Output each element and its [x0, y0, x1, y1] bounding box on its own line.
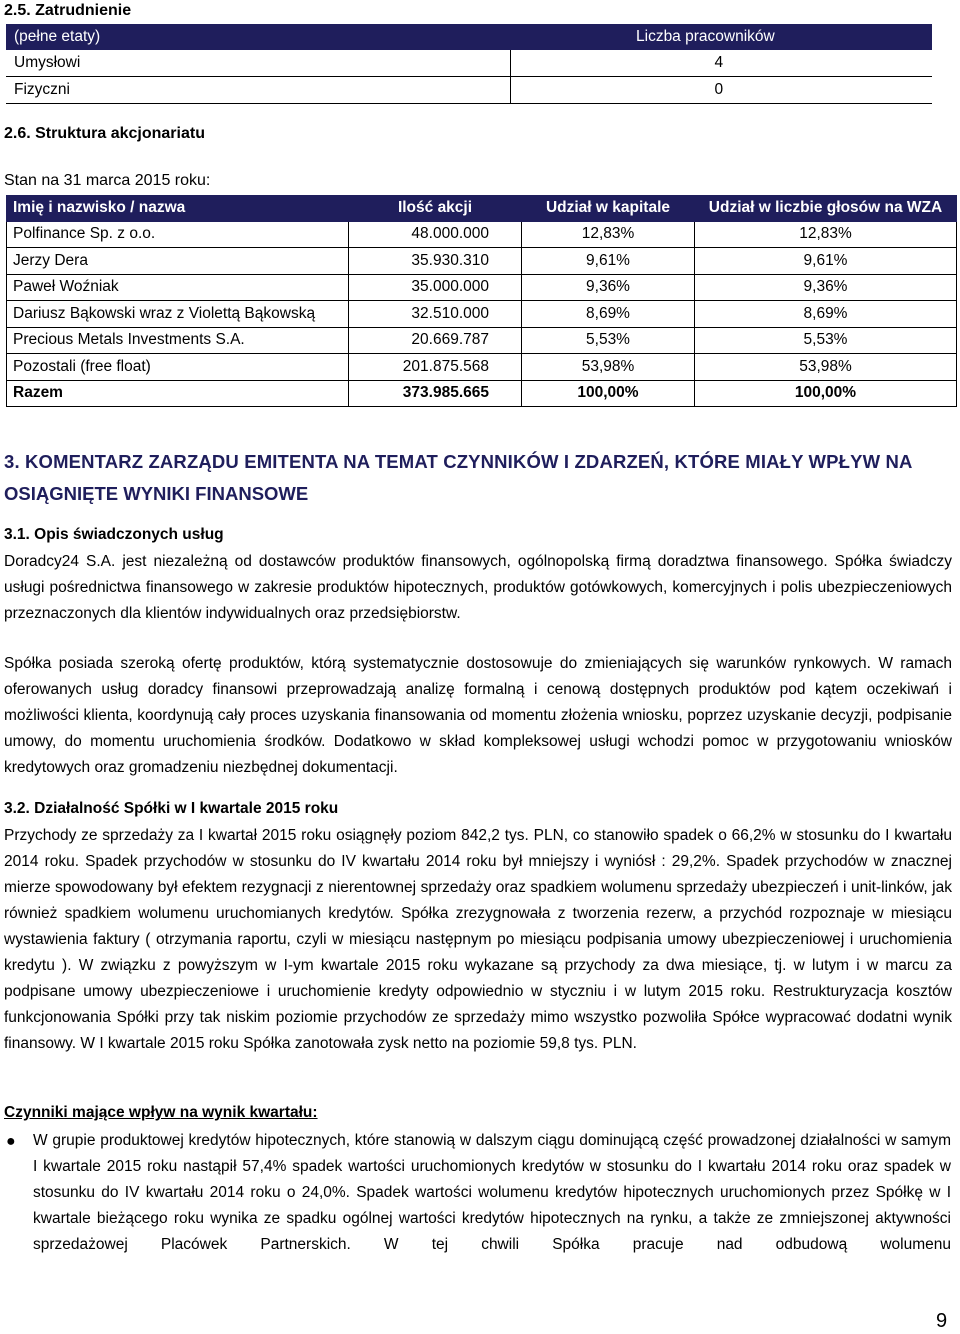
cell-capital: 8,69%: [522, 301, 695, 328]
cell-shares: 20.669.787: [349, 327, 522, 354]
section-3-title-line1: 3. KOMENTARZ ZARZĄDU EMITENTA NA TEMAT CZYNNIKÓW I ZDARZEŃ, KTÓRE MIAŁY WPŁYW NA: [4, 451, 913, 472]
section-3-title-line2: OSIĄGNIĘTE WYNIKI FINANSOWE: [4, 483, 309, 504]
cell-capital: 12,83%: [522, 221, 695, 248]
page-number: 9: [936, 1310, 948, 1332]
header-capital: Udział w kapitale: [522, 195, 695, 221]
header-shares: Ilość akcji: [349, 195, 522, 221]
table-row: [7, 301, 957, 328]
services-paragraph-2: Spółka posiada szeroką ofertę produktów, którą systematycznie dostosowuje do zmieniających się warunków rynkowych. W ramach oferowanych usług doradcy finansowi przeprowadzają analizę formalną i cenową dostępnych produktów pod kątem oczekiwań i możliwości klienta, koordynują cały proces uzyskania finansowania od momentu złożenia wniosku, poprzez uzyskanie decyzji, podpisanie umowy, do momentu uruchomienia środków. Dodatkowo w skład kompleksowej usługi wchodzi pomoc w przygotowaniu wniosków kredytowych oraz gromadzeniu niezbędnej dokumentacji.: [4, 655, 952, 776]
cell-votes: 9,36%: [695, 274, 957, 301]
cell-capital: 9,61%: [522, 248, 695, 275]
shareholders-header-row: [7, 195, 957, 221]
employment-header-col2: Liczba pracowników: [636, 28, 775, 45]
section-3-1-title: 3.1. Opis świadczonych usług: [4, 526, 224, 543]
shareholders-date: Stan na 31 marca 2015 roku:: [4, 172, 211, 189]
cell-shares: 48.000.000: [349, 221, 522, 248]
cell-votes: 8,69%: [695, 301, 957, 328]
cell-shares: 32.510.000: [349, 301, 522, 328]
q1-activity-paragraph: Przychody ze sprzedaży za I kwartał 2015 roku osiągnęły poziom 842,2 tys. PLN, co stanowiło spadek o 66,2% w stosunku do I kwartału 2014 roku. Spadek przychodów w stosunku do IV kwartału 2014 roku był mniejszy i wyniósł : 29,2%. Spadek przychodów w znacznej mierze spowodowany był efektem rezygnacji z nierentownej sprzedaży oraz spadkiem wolumenu sprzedaży ubezpieczeń i unit-linków, jak również spadkiem wolumenu uruchomianych kredytów. Spółka zrezygnowała z tworzenia rezerw, a przychód rozpoznaje w miesiącu wystawienia faktury ( otrzymania raportu, czyli w miesiącu następnym po miesiącu podpisania umowy ubezpieczeniowej i uruchomienia kredytu ). W związku z powyższym w I-ym kwartale 2015 roku wykazane są przychody za dwa miesiące, tj. w lutym i w marcu za podpisane umowy ubezpieczeniowe i uruchomienie kredyty odpowiednio w styczniu i w lutym 2015 roku. Restrukturyzacja kosztów funkcjonowania Spółki przy tak niskim poziomie przychodów ze sprzedaży mimo wszystko pozwoliła Spółce wypracować dodatni wynik finansowy. W I kwartale 2015 roku Spółka zanotowała zysk netto na poziomie 59,8 tys. PLN.: [4, 827, 952, 1052]
factors-bullet-1: W grupie produktowej kredytów hipotecznych, które stanowią w dalszym ciągu dominującą część prowadzonej działalności w samym I kwartale 2015 roku nastąpił 57,4% spadek wartości uruchomionych kredytów w stosunku do I kwartału 2014 roku oraz spadek w stosunku do IV kwartału 2014 roku o 24,0%. Spadek wartości wolumenu kredytów hipotecznych uruchomionych przez Spółkę w I kwartale bieżącego roku wynika ze spadku ogólnej wartości kredytów hipotecznych na rynku, a także ze zmniejszonej aktywności sprzedażowej Placówek Partnerskich. W tej chwili Spółka pracuje nad odbudową wolumenu: [33, 1132, 951, 1253]
section-3-2-title: 3.2. Działalność Spółki w I kwartale 2015 roku: [4, 800, 339, 817]
bullet-icon: ●: [6, 1133, 16, 1150]
cell-name: Pozostali (free float): [7, 354, 349, 381]
employment-header-col1: (pełne etaty): [14, 28, 101, 45]
cell-votes: 53,98%: [695, 354, 957, 381]
employment-value: 0: [510, 77, 932, 104]
cell-capital: 5,53%: [522, 327, 695, 354]
employment-label: Umysłowi: [6, 50, 510, 77]
cell-capital: 9,36%: [522, 274, 695, 301]
shareholders-table: [6, 195, 957, 407]
employment-header-row: [6, 24, 932, 50]
cell-name: Polfinance Sp. z o.o.: [7, 221, 349, 248]
cell-votes: 12,83%: [695, 221, 957, 248]
table-row: [6, 77, 932, 104]
section-2-6-title: 2.6. Struktura akcjonariatu: [4, 125, 205, 142]
cell-votes: 5,53%: [695, 327, 957, 354]
total-shares: 373.985.665: [349, 380, 522, 407]
section-2-5-title: 2.5. Zatrudnienie: [4, 2, 132, 19]
cell-shares: 35.930.310: [349, 248, 522, 275]
total-row: [7, 380, 957, 407]
table-row: [6, 50, 932, 77]
cell-name: Precious Metals Investments S.A.: [7, 327, 349, 354]
cell-shares: 201.875.568: [349, 354, 522, 381]
table-row: [7, 274, 957, 301]
total-capital: 100,00%: [522, 380, 695, 407]
factors-title: Czynniki mające wpływ na wynik kwartału:: [4, 1104, 318, 1121]
employment-table: [6, 24, 932, 104]
table-row: [7, 221, 957, 248]
total-label: Razem: [7, 380, 349, 407]
cell-votes: 9,61%: [695, 248, 957, 275]
header-votes: Udział w liczbie głosów na WZA: [695, 195, 957, 221]
cell-name: Jerzy Dera: [7, 248, 349, 275]
cell-name: Paweł Woźniak: [7, 274, 349, 301]
employment-value: 4: [510, 50, 932, 77]
table-row: [7, 354, 957, 381]
total-votes: 100,00%: [695, 380, 957, 407]
header-name: Imię i nazwisko / nazwa: [7, 195, 349, 221]
section-3-title: [4, 446, 956, 510]
employment-label: Fizyczni: [6, 77, 510, 104]
cell-shares: 35.000.000: [349, 274, 522, 301]
cell-name: Dariusz Bąkowski wraz z Violettą Bąkowską: [7, 301, 349, 328]
table-row: [7, 248, 957, 275]
services-paragraph-1: Doradcy24 S.A. jest niezależną od dostawców produktów finansowych, ogólnopolską firmą doradztwa finansowego. Spółka świadczy usługi pośrednictwa finansowego w zakresie produktów hipotecznych, produktów gotówkowych, komercyjnych i polis ubezpieczeniowych przeznaczonych dla klientów indywidualnych oraz przedsiębiorstw.: [4, 553, 952, 622]
cell-capital: 53,98%: [522, 354, 695, 381]
table-row: [7, 327, 957, 354]
